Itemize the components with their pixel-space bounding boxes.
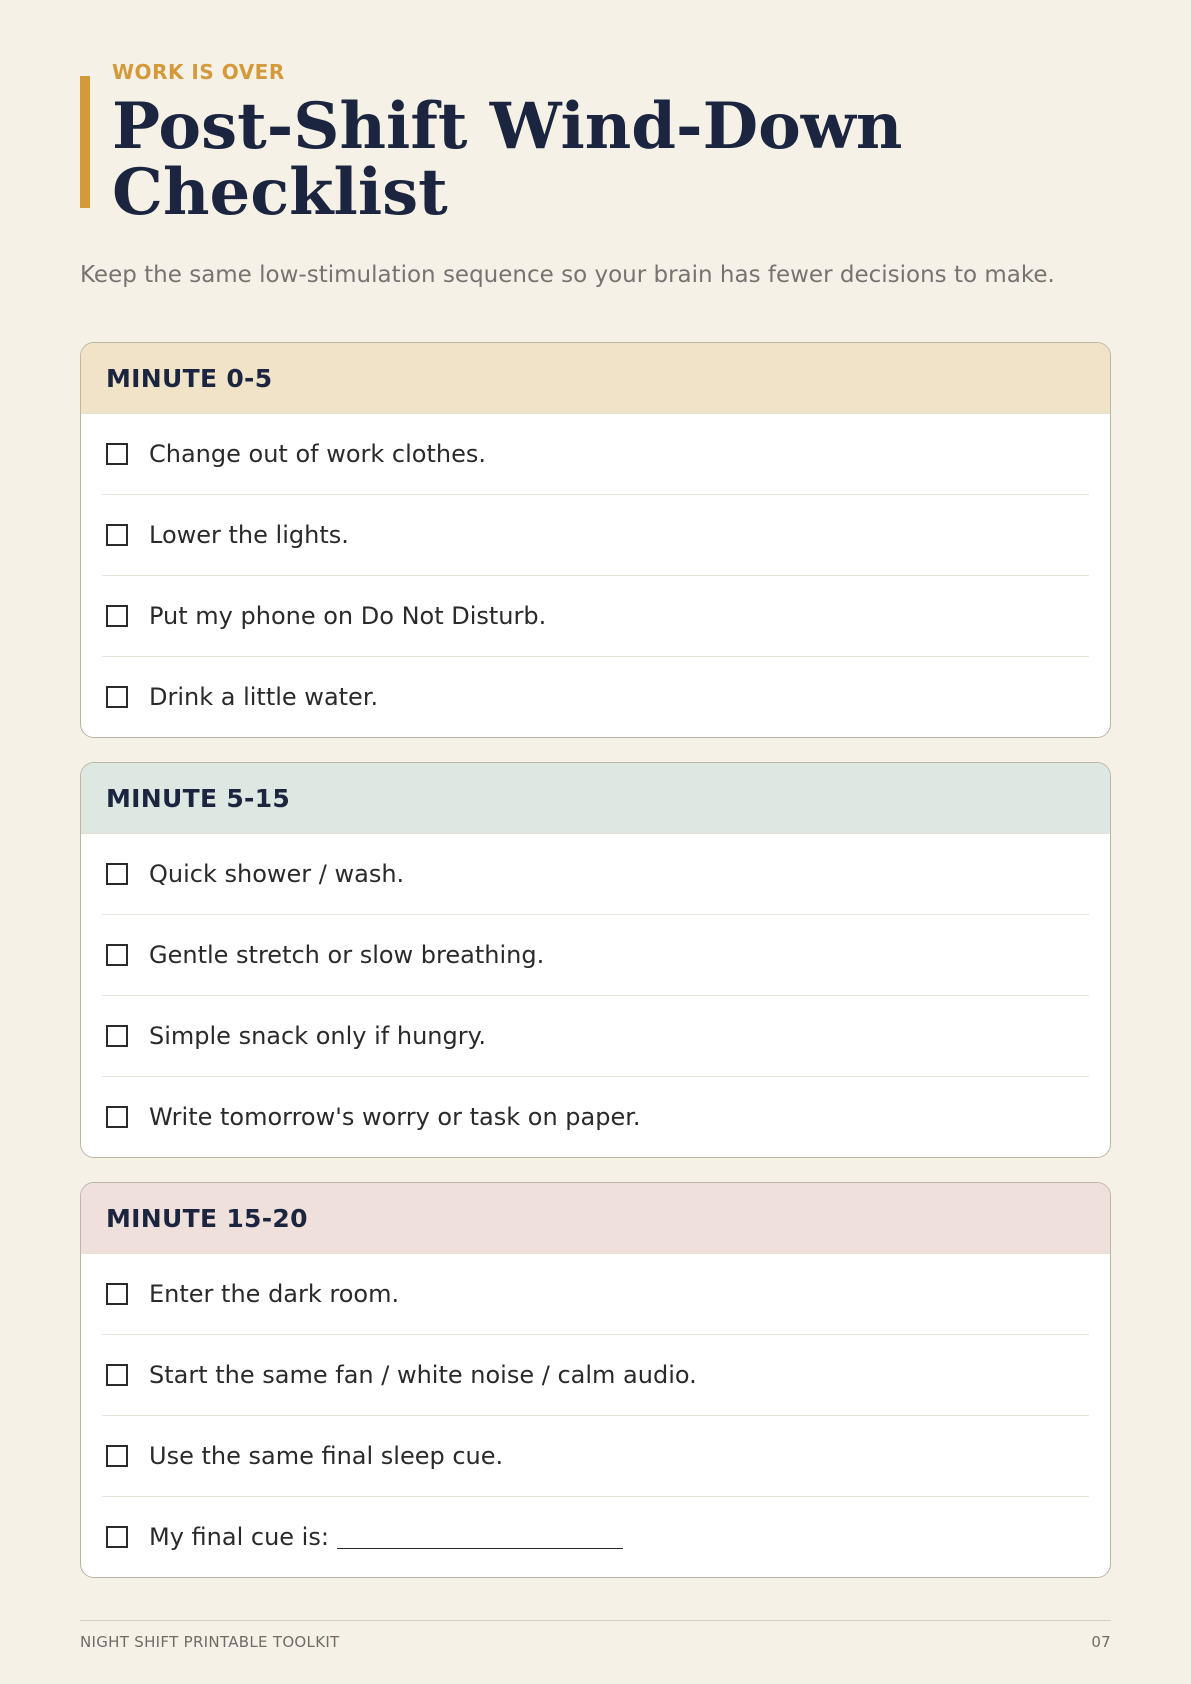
checklist-item [102,495,1089,576]
checkbox[interactable] [106,1283,128,1305]
checkbox[interactable] [106,944,128,966]
checkbox[interactable] [106,1025,128,1047]
checklist-item [102,915,1089,996]
checkbox[interactable] [106,1526,128,1548]
checkbox[interactable] [106,1445,128,1467]
section-header: MINUTE 15-20 [81,1183,1110,1254]
checkbox[interactable] [106,1106,128,1128]
checklist-item-text: Enter the dark room. [149,1280,400,1308]
checklist-item-text: Write tomorrow's worry or task on paper. [149,1103,641,1131]
footer-toolkit-label: NIGHT SHIFT PRINTABLE TOOLKIT [80,1633,340,1651]
page-subtitle: Keep the same low-stimulation sequence so your brain has fewer decisions to make. [80,262,1055,288]
page-title: Post-Shift Wind-Down Checklist [112,89,903,230]
checklist-item [102,1077,1089,1157]
checklist-item-text: Start the same fan / white noise / calm audio. [149,1361,697,1389]
checklist-item [102,1335,1089,1416]
checkbox[interactable] [106,686,128,708]
checklist-item [102,576,1089,657]
checklist-item-text: Change out of work clothes. [149,440,486,468]
accent-bar [80,76,90,208]
checklist-item [102,1254,1089,1335]
footer-divider [80,1620,1111,1621]
section-items [81,414,1110,737]
checkbox[interactable] [106,863,128,885]
checklist-item-text: Use the same final sleep cue. [149,1442,504,1470]
page-number: 07 [1091,1633,1111,1651]
section-minute-5-15 [80,762,1111,1158]
checklist-item [102,414,1089,495]
section-minute-0-5 [80,342,1111,738]
eyebrow-label: WORK IS OVER [112,60,285,84]
checklist-item [102,1416,1089,1497]
final-cue-write-in-line[interactable] [337,1526,623,1549]
checklist-item-text: My final cue is: [149,1523,329,1551]
checkbox[interactable] [106,443,128,465]
section-items [81,1254,1110,1577]
checklist-item [102,996,1089,1077]
checkbox[interactable] [106,605,128,627]
checkbox[interactable] [106,1364,128,1386]
section-header: MINUTE 0-5 [81,343,1110,414]
checklist-item [102,1497,1089,1577]
section-items [81,834,1110,1157]
checklist-page [80,0,1111,1684]
checklist-item-text: Quick shower / wash. [149,860,405,888]
checkbox[interactable] [106,524,128,546]
section-header: MINUTE 5-15 [81,763,1110,834]
checklist-item-text: Simple snack only if hungry. [149,1022,487,1050]
checklist-item-text: Put my phone on Do Not Disturb. [149,602,547,630]
checklist-item-text: Gentle stretch or slow breathing. [149,941,545,969]
checklist-item [102,657,1089,737]
checklist-item [102,834,1089,915]
section-minute-15-20 [80,1182,1111,1578]
checklist-item-text: Lower the lights. [149,521,349,549]
checklist-item-text: Drink a little water. [149,683,379,711]
